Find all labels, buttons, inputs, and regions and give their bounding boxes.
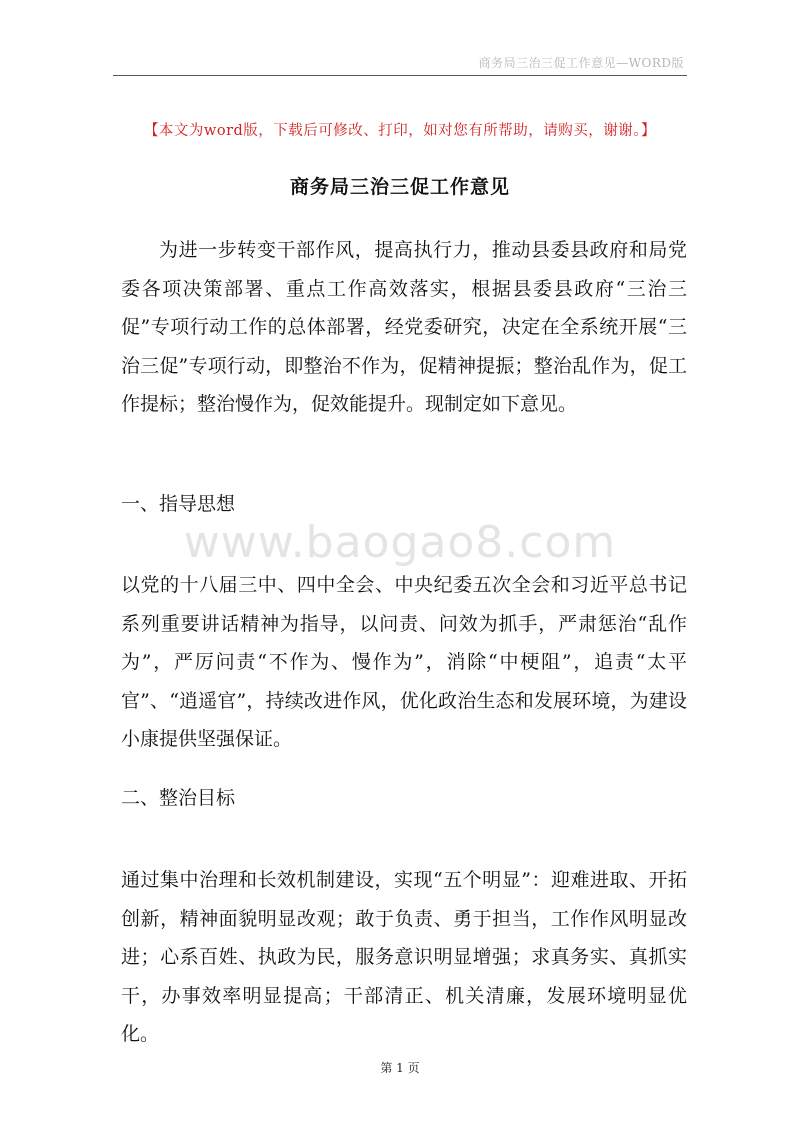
download-notice: 【本文为word版，下载后可修改、打印，如对您有所帮助，请购买，谢谢。】 — [143, 123, 657, 139]
section-body-guiding-ideology: 以党的十八届三中、四中全会、中央纪委五次全会和习近平总书记系列重要讲话精神为指导，以问责、问效为抓手，严肃惩治“乱作为”，严厉问责“不作为、慢作为”，消除“中梗阻”，追责“太平官”、“逍遥官”，持续改进作风，优化政治生态和发展环境，为建设小康提供坚强保证。 — [121, 574, 687, 750]
watermark: www.baogao8.com — [183, 517, 617, 568]
intro-paragraph: 为进一步转变干部作风，提高执行力，推动县委县政府和局党委各项决策部署、重点工作高效落实，根据县委县政府“三治三促”专项行动工作的总体部署，经党委研究，决定在全系统开展“三治三促”专项行动，即整治不作为，促精神提振；整治乱作为，促工作提标；整治慢作为，促效能提升。现制定如下意见。 — [121, 239, 687, 415]
section-heading-guiding-ideology: 一、指导思想 — [121, 493, 236, 515]
section-heading-rectification-goals: 二、整治目标 — [121, 787, 236, 809]
header-divider — [113, 75, 687, 76]
page-title: 商务局三治三促工作意见 — [289, 176, 510, 198]
running-header: 商务局三治三促工作意见—WORD版 — [478, 56, 684, 70]
section-body-rectification-goals: 通过集中治理和长效机制建设，实现“五个明显”：迎难进取、开拓创新，精神面貌明显改观；敢于负责、勇于担当，工作作风明显改进；心系百姓、执政为民，服务意识明显增强；求真务实、真抓实干，办事效率明显提高；干部清正、机关清廉，发展环境明显优化。 — [121, 869, 687, 1045]
page-number: 第 1 页 — [380, 1061, 420, 1075]
